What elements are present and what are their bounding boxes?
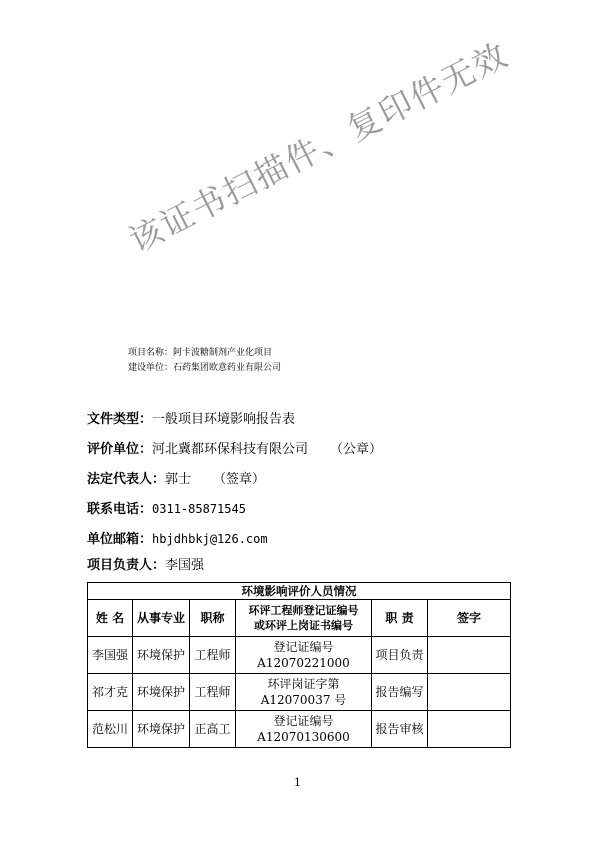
legal-rep-line	[87, 471, 265, 489]
header-title: 职称	[190, 600, 236, 637]
email-line	[87, 530, 268, 549]
header-sign: 签字	[428, 600, 511, 637]
staff-cert-line1: 环评岗证字第	[267, 677, 340, 691]
staff-title: 工程师	[190, 674, 236, 711]
table-row	[88, 711, 511, 748]
watermark-text: 该证书扫描件、复印件无效	[122, 34, 515, 261]
project-lead-label: 项目负责人：	[87, 558, 166, 573]
eval-unit-seal: （公章）	[330, 442, 383, 457]
doc-type-line	[87, 411, 295, 429]
eval-unit-line	[87, 441, 382, 459]
staff-cert-line1: 登记证编号	[273, 714, 334, 728]
staff-signature	[428, 674, 511, 711]
construction-unit-line: 建设单位：石药集团欧意药业有限公司	[128, 363, 282, 373]
staff-duty: 报告编写	[372, 674, 428, 711]
staff-cert-line2: A12070221000	[257, 656, 350, 670]
staff-cert	[236, 711, 372, 748]
project-lead-value: 李国强	[165, 558, 205, 573]
header-cert	[236, 600, 372, 637]
staff-title: 正高工	[190, 711, 236, 748]
staff-name: 李国强	[88, 637, 133, 674]
project-lead-line	[87, 557, 204, 575]
eval-unit-value: 河北冀都环保科技有限公司	[152, 442, 309, 457]
legal-rep-seal: （签章）	[213, 472, 266, 487]
staff-table	[87, 582, 511, 748]
staff-signature	[428, 711, 511, 748]
page-number: 1	[294, 776, 301, 789]
table-title: 环境影响评价人员情况	[88, 583, 511, 600]
table-row	[88, 637, 511, 674]
header-cert-line1: 环评工程师登记证编号	[248, 604, 359, 617]
staff-cert	[236, 674, 372, 711]
staff-name: 祁才克	[88, 674, 133, 711]
legal-rep-label: 法定代表人：	[87, 472, 166, 487]
legal-rep-value: 郭士	[165, 472, 192, 487]
doc-type-value: 一般项目环境影响报告表	[152, 412, 296, 427]
staff-cert-line2: A12070037 号	[260, 693, 347, 707]
staff-name: 范松川	[88, 711, 133, 748]
staff-major: 环境保护	[133, 674, 190, 711]
phone-value: 0311-85871545	[152, 502, 246, 516]
staff-duty: 项目负责	[372, 637, 428, 674]
eval-unit-label: 评价单位：	[87, 442, 153, 457]
email-label: 单位邮箱：	[87, 532, 153, 547]
phone-label: 联系电话：	[87, 502, 153, 517]
staff-title: 工程师	[190, 637, 236, 674]
staff-cert-line2: A12070130600	[257, 730, 350, 744]
project-name-line: 项目名称：阿卡波糖制剂产业化项目	[128, 348, 273, 358]
staff-cert-line1: 登记证编号	[273, 640, 334, 654]
staff-signature	[428, 637, 511, 674]
header-major: 从事专业	[133, 600, 190, 637]
doc-type-label: 文件类型：	[87, 412, 153, 427]
staff-major: 环境保护	[133, 637, 190, 674]
header-cert-line2: 或环评上岗证书编号	[254, 619, 353, 632]
staff-cert	[236, 637, 372, 674]
header-name: 姓 名	[88, 600, 133, 637]
table-row	[88, 674, 511, 711]
staff-duty: 报告审核	[372, 711, 428, 748]
phone-line	[87, 500, 246, 519]
email-value: hbjdhbkj@126.com	[152, 532, 268, 546]
staff-major: 环境保护	[133, 711, 190, 748]
header-duty: 职 责	[372, 600, 428, 637]
